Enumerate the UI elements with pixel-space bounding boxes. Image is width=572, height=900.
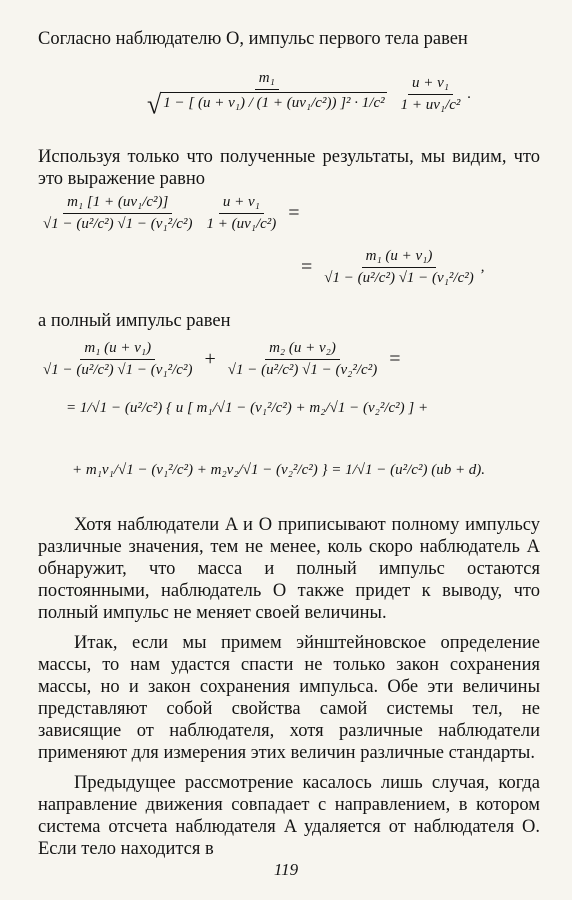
paragraph-6: Предыдущее рассмотрение касалось лишь случая, когда направление движения совпадает с направлением, в котором система отсчета наблюдателя A удаляется от наблюдателя O. Если тело находится в [38,773,540,859]
equation-2-line-2: = $\frac{\text{m₁ (u + v₁)}}{\text{√1 − (u²/c²) √1 − (v₁²/c²)}}$ , [301,248,485,286]
eq1-rhs-numerator: u + v₁ [408,75,453,95]
eq1-tail: . [467,85,472,102]
eq2-factor-numerator: u + v₁ [219,194,264,214]
eq2-equals: = [288,202,300,224]
eq3-term2-numerator: m₂ (u + v₂) [265,340,340,360]
equation-3-line-1: $\frac{\text{m₁ (u + v₁)}}{\text{√1 − (u²/c²) √1 − (v₁²/c²)}}$ + $\frac{\text{m₂ (u + v₂)}}{\text{√1 − (u²/c²) √1 − (v₂²/c²)}}$ = [36,340,405,379]
paragraph-1: Согласно наблюдателю O, импульс первого тела равен [38,29,468,49]
eq3-term2-denominator: √1 − (u²/c²) √1 − (v₂²/c²) [227,362,378,378]
eq2-denominator: √1 − (u²/c²) √1 − (v₁²/c²) [43,216,193,232]
eq1-rhs-denominator: 1 + uv₁/c² [400,96,461,113]
page-number: 119 [273,860,299,879]
eq2-tail: , [480,259,485,275]
equation-1 [140,70,471,118]
eq2-numerator: m₁ [1 + (uv₁/c²)] [63,194,172,214]
eq1-denominator: √ 1 − [ (u + v₁) / (1 + (uv₁/c²)) ]² · 1/c² [147,89,385,120]
equation-3-line-3: + m₁v₁/√1 − (v₁²/c²) + m₂v₂/√1 − (v₂²/c²) } = 1/√1 − (u²/c²) (ub + d). [72,462,486,478]
equation-3-line-2: = 1/√1 − (u²/c²) { u [ m₁/√1 − (v₁²/c²) + m₂/√1 − (v₂²/c²) ] + [66,400,429,416]
paragraph-3: а полный импульс равен [38,311,231,331]
eq2-result-denominator: √1 − (u²/c²) √1 − (v₁²/c²) [324,270,474,286]
eq2-factor-denominator: 1 + (uv₁/c²) [206,216,277,232]
paragraph-4: Хотя наблюдатели A и O приписывают полному импульсу различные значения, тем не менее, коль скоро наблюдатель A обнаружит, что масса и полный импульс остаются постоянными, наблюдатель O также придет к выводу, что полный импульс не меняет своей величины. [38,515,540,623]
eq3-term1-denominator: √1 − (u²/c²) √1 − (v₁²/c²) [43,362,193,378]
eq2-result-numerator: m₁ (u + v₁) [362,248,437,268]
eq3-term1-numerator: m₁ (u + v₁) [80,340,155,360]
paragraph-2: Используя только что полученные результаты, мы видим, что это выражение равно [38,147,540,189]
equation-2-line-1 [36,194,305,233]
paragraph-5: Итак, если мы примем эйнштейновское определение массы, то нам удастся спасти не только закон сохранения массы, но и закон сохранения импульса. Обе эти величины представляют собой свойства самой системы тел, не зависящие от наблюдателя, хотя различные наблюдатели применяют для измерения этих величин различные стандарты. [38,633,540,763]
eq1-sqrt-body: 1 − [ (u + v₁) / (1 + (uv₁/c²)) ]² · 1/c² [161,92,386,118]
eq1-numerator: m₁ [255,70,279,90]
